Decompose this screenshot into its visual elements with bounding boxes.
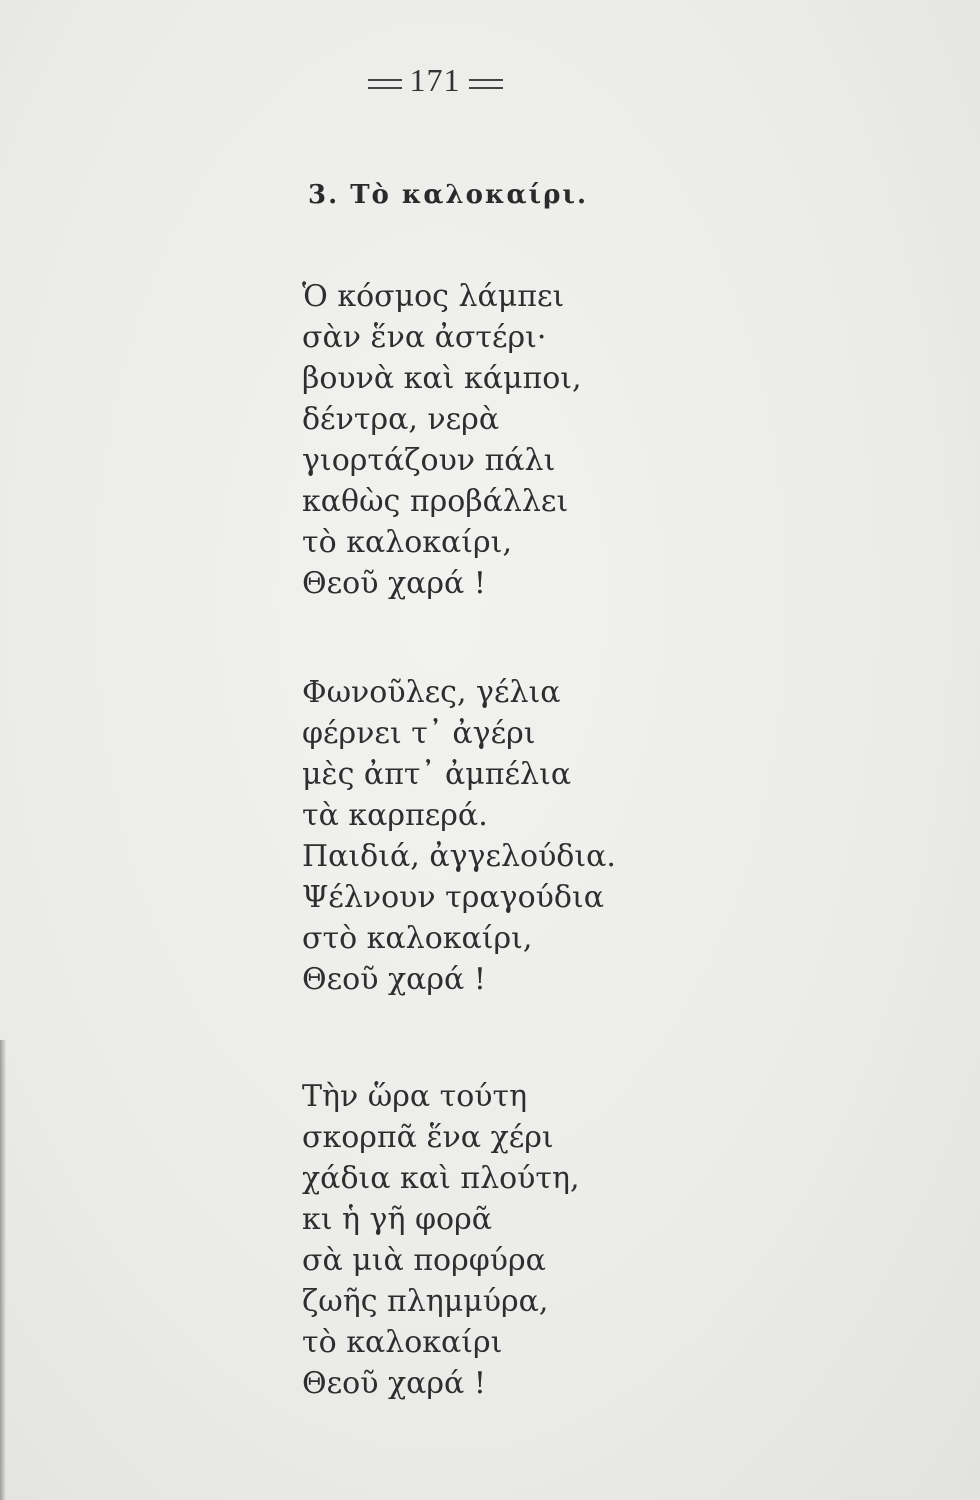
verse-line: Παιδιά, ἀγγελούδια. [302,839,616,874]
verse-line: Ὁ κόσμος λάμπει [302,279,565,314]
verse-line: Ψέλνουν τραγούδια [302,880,604,915]
verse-line: καθὼς προβάλλει [302,484,569,519]
verse-line: Θεοῦ χαρά ! [302,566,486,601]
verse-line: Φωνοῦλες, γέλια [302,675,561,710]
verse-line: σὰ μιὰ πορφύρα [302,1243,546,1278]
page-edge-shadow [0,1040,6,1500]
verse-line: τὸ καλοκαίρι [302,1325,503,1360]
verse-line: χάδια καὶ πλούτη, [302,1161,580,1196]
page-number-header [0,62,870,99]
verse-line: τὰ καρπερά. [302,798,488,833]
verse-line: βουνὰ καὶ κάμποι, [302,361,582,396]
verse-line: τὸ καλοκαίρι, [302,525,512,560]
verse-line: φέρνει τ᾽ ἀγέρι [302,716,536,751]
page-number: 171 [409,62,461,98]
right-double-rule [469,79,503,89]
stanza-3 [302,1076,580,1404]
verse-line: ζωῆς πλημμύρα, [302,1284,549,1319]
stanza-1 [302,276,582,604]
left-double-rule [368,79,402,89]
verse-line: Θεοῦ χαρά ! [302,962,486,997]
verse-line: στὸ καλοκαίρι, [302,921,533,956]
verse-line: δέντρα, νερὰ [302,402,500,437]
verse-line: γιορτάζουν πάλι [302,443,556,478]
verse-line: Τὴν ὥρα τούτη [302,1079,528,1114]
verse-line: Θεοῦ χαρά ! [302,1366,486,1401]
verse-line: μὲς ἀπτ᾽ ἀμπέλια [302,757,572,792]
verse-line: σὰν ἕνα ἀστέρι· [302,320,547,355]
verse-line: κι ἡ γῆ φορᾶ [302,1202,492,1237]
poem-title: 3. Τὸ καλοκαίρι. [308,180,589,210]
stanza-2 [302,672,616,1000]
verse-line: σκορπᾶ ἕνα χέρι [302,1120,554,1155]
